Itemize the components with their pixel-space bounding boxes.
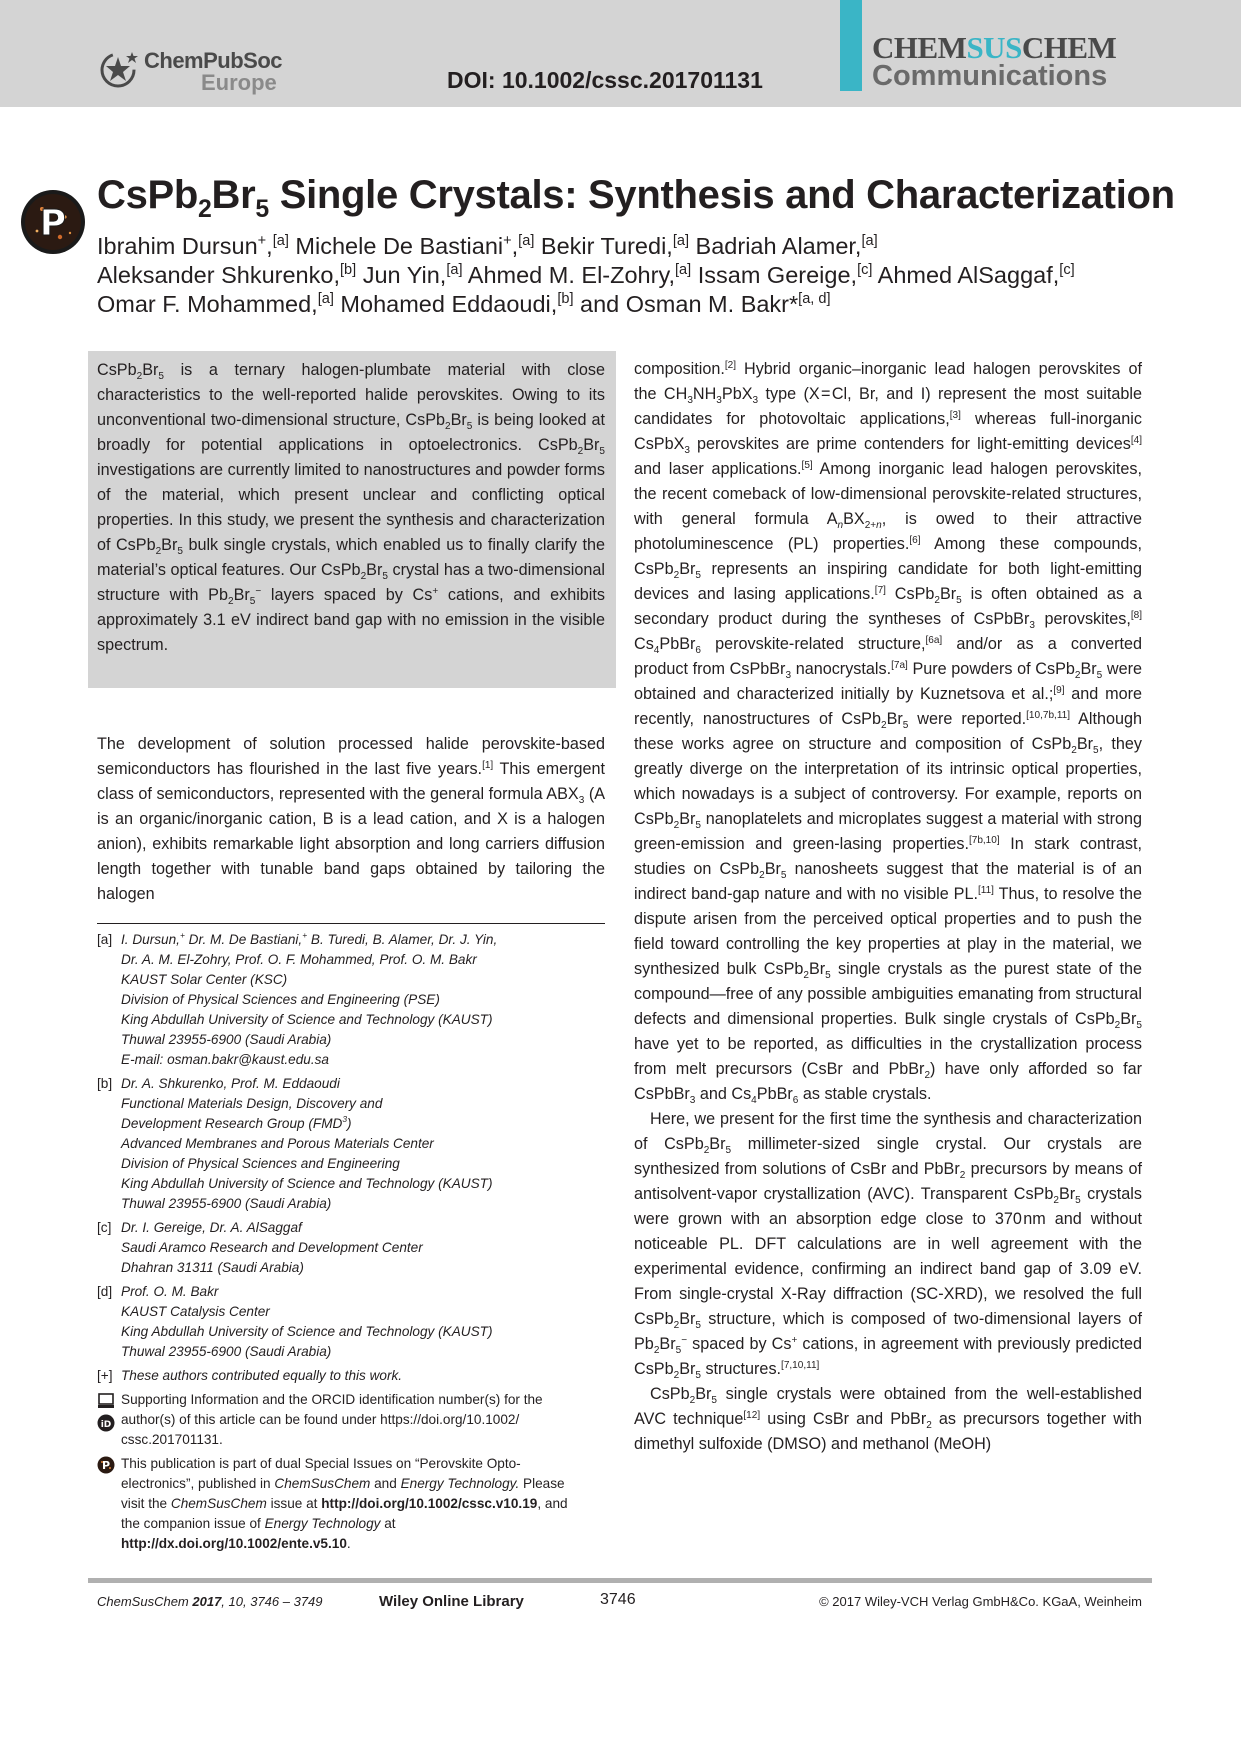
note-line: author(s) of this article can be found under https://doi.org/10.1002/ [121, 1412, 520, 1427]
affiliation-line: King Abdullah University of Science and Technology (KAUST) [121, 1324, 493, 1339]
special-issue-small-icon [97, 1456, 115, 1474]
footnote-divider [97, 923, 605, 924]
supporting-info-text [121, 1390, 605, 1450]
affiliation-line: Dhahran 31311 (Saudi Arabia) [121, 1260, 304, 1275]
body-paragraph: $CsPb_2Br_5$ single crystals were obtained from the well-established AVC technique[12] using CsBr and PbBr$_2$ as precursors together with dimethyl sulfoxide (DMSO) and methanol (MeOH) [634, 1385, 1142, 1453]
orcid-icon [97, 1414, 115, 1432]
note-line: Supporting Information and the ORCID identification number(s) for the [121, 1392, 543, 1407]
footer-copyright: © 2017 Wiley-VCH Verlag GmbH&Co. KGaA, Weinheim [819, 1594, 1142, 1609]
affiliation-lines [121, 1366, 605, 1386]
affiliation-line: Saudi Aramco Research and Development Center [121, 1240, 423, 1255]
affiliation-line: KAUST Catalysis Center [121, 1304, 270, 1319]
note-line: electronics”, published in ChemSusChem and Energy Technology. Please [121, 1476, 565, 1491]
affiliation-line: Thuwal 23955-6900 (Saudi Arabia) [121, 1344, 332, 1359]
footer-divider [88, 1578, 1152, 1583]
affiliation-tag: [c] [97, 1220, 112, 1235]
footnotes [97, 930, 605, 1558]
note-line: visit the ChemSusChem issue at http://doi.org/10.1002/cssc.v10.19, and [121, 1496, 568, 1511]
affiliation-lines [121, 1282, 605, 1362]
affiliation-tag: [a] [97, 932, 113, 947]
article-title: $CsPb_2Br_5$ Single Crystals: Synthesis and Characterization [97, 173, 1175, 223]
body-paragraph: composition.[2] Hybrid organic–inorganic lead halogen perovskites of the $CH_3NH_3PbX_3$ type (X = Cl, Br, and I) represent the most suitable candidates for photovoltaic applications,[3] whereas full-inorganic CsPbX$_3$ perovskites are prime contenders for light-emitting devices[4] and laser applications.[5] Among inorganic lead halogen perovskites, the recent comeback of low-dimensional perovskite-related structures, with general formula $A_nBX_{2+n}$, is owed to their attractive photoluminescence (PL) properties.[6] Among these compounds, $CsPb_2Br_5$ represents an inspiring candidate for both light-emitting devices and lasing applications.[7] $CsPb_2Br_5$ is often obtained as a secondary product during the syntheses of CsPbBr$_3$ perovskites,[8] $Cs_4PbBr_6$ perovskite-related structure,[6a] and/or as a converted product from CsPbBr$_3$ nanocrystals.[7a] Pure powders of $CsPb_2Br_5$ were obtained and characterized initially by Kuznetsova et al.;[9] and more recently, nanostructures of $CsPb_2Br_5$ were reported.[10,7b,11] Although these works agree on structure and composition of $CsPb_2Br_5$, they greatly diverge on the interpretation of its intrinsic optical properties, which nowadays is a subject of controversy. For example, reports on $CsPb_2Br_5$ nanoplatelets and microplates suggest a material with strong green-emission and green-lasing properties.[7b,10] In stark contrast, studies on $CsPb_2Br_5$ nanosheets suggest that the material is of an indirect band-gap nature and with no visible PL.[11] Thus, to resolve the dispute arisen from the perceived optical properties and to push the field toward controlling the key properties at play in the material, we synthesized bulk $CsPb_2Br_5$ single crystals as the purest state of the compound—free of any possible ambiguities emanating from structural defects and dimensional properties. Bulk single crystals of $CsPb_2Br_5$ have yet to be reported, as difficulties in the crystallization process from melt precursors (CsBr and PbBr$_2$) have only afforded so far CsPbBr$_3$ and $Cs_4PbBr_6$ as stable crystals. [634, 359, 1143, 1107]
note-line: This publication is part of dual Special Issues on “Perovskite Opto- [121, 1456, 521, 1471]
affiliation-list [97, 930, 605, 1386]
svg-text:iD: iD [100, 1420, 112, 1430]
special-issue-note [97, 1454, 605, 1554]
page-number: 3746 [600, 1591, 636, 1608]
affiliation-lines [121, 1218, 605, 1278]
logo-name: ChemPubSoc [144, 48, 283, 73]
affiliation-item [97, 1074, 605, 1214]
body-text-left: The development of solution processed halide perovskite-based semiconductors has flourished in the last five years.[1] This emergent class of semiconductors, represented with the general formula $ABX_3$ (A is an organic/inorganic cation, B is a lead cation, and X is a halogen anion), exhibits remarkable light absorption and long carriers diffusion length together with tunable band gaps obtained by tailoring the halogen [97, 735, 606, 903]
note-line: cssc.201701131. [121, 1432, 223, 1447]
affiliation-item [97, 1282, 605, 1362]
body-paragraph: Here, we present for the first time the synthesis and characterization of $CsPb_2Br_5$ millimeter-sized single crystal. Our crystals are synthesized from solutions of CsBr and PbBr$_2$ precursors by means of antisolvent-vapor crystallization (AVC). Transparent $CsPb_2Br_5$ crystals were grown with an absorption edge close to 370 nm and without noticeable PL. DFT calculations are in well agreement with the experimental evidence, confirming an indirect band gap of 3.09 eV. From single-crystal X-Ray diffraction (SC-XRD), we resolved the full $CsPb_2Br_5$ structure, which is composed of two-dimensional layers of $Pb_2Br_5^-$ spaced by Cs+ cations, in agreement with previously predicted $CsPb_2Br_5$ structures.[7,10,11] [634, 1110, 1143, 1382]
author-line: Omar F. Mohammed,[a] Mohamed Eddaoudi,[b] and Osman M. Bakr*[a, d] [97, 291, 831, 317]
svg-text:P: P [101, 1459, 111, 1472]
svg-text:P: P [39, 203, 67, 244]
affiliation-line: Division of Physical Sciences and Engineering [121, 1156, 400, 1171]
affiliation-line: King Abdullah University of Science and Technology (KAUST) [121, 1012, 493, 1027]
affiliation-line: Advanced Membranes and Porous Materials Center [121, 1136, 434, 1151]
author-line: Ibrahim Dursun+,[a] Michele De Bastiani+,[a] Bekir Turedi,[a] Badriah Alamer,[a] [97, 233, 878, 259]
affiliation-tag: [b] [97, 1076, 113, 1091]
note-line: http://dx.doi.org/10.1002/ente.v5.10. [121, 1536, 351, 1551]
affiliation-item [97, 1366, 605, 1386]
author-list [97, 232, 1207, 319]
supporting-info-computer-icon [97, 1392, 115, 1410]
affiliation-line: Division of Physical Sciences and Engineering (PSE) [121, 992, 440, 1007]
affiliation-line: E-mail: osman.bakr@kaust.edu.sa [121, 1052, 329, 1067]
abstract: $CsPb_2Br_5$ is a ternary halogen-plumbate material with close characteristics to the well-reported halide perovskites. Owing to its unconventional two-dimensional structure, $CsPb_2Br_5$ is being looked at broadly for potential applications in optoelectronics. $CsPb_2Br_5$ investigations are currently limited to nanostructures and powder forms of the material, which present unclear and conflicting optical properties. In this study, we present the synthesis and characterization of $CsPb_2Br_5$ bulk single crystals, which enabled us to finally clarify the material’s optical features. Our $CsPb_2Br_5$ crystal has a two-dimensional structure with $Pb_2Br_5^-$ layers spaced by Cs+ cations, and exhibits approximately 3.1 eV indirect band gap with no emission in the visible spectrum. [97, 361, 606, 654]
journal-name-pre: CHEM [872, 30, 967, 65]
affiliation-line: I. Dursun,+ Dr. M. De Bastiani,+ B. Turedi, B. Alamer, Dr. J. Yin, [121, 930, 498, 947]
special-issue-text [121, 1454, 605, 1554]
footer-citation: ChemSusChem 2017, 10, 3746 – 3749 [97, 1594, 323, 1609]
affiliation-lines [121, 1074, 605, 1214]
affiliation-line: Dr. I. Gereige, Dr. A. AlSaggaf [121, 1220, 302, 1235]
page-header [0, 0, 1241, 107]
affiliation-line: Development Research Group (FMD$^3$) [121, 1114, 352, 1131]
special-issue-badge-icon [20, 189, 86, 255]
supporting-info-note [97, 1390, 605, 1450]
affiliation-lines [121, 930, 605, 1070]
affiliation-line: Prof. O. M. Bakr [121, 1284, 219, 1299]
logo-sub: Europe [201, 70, 277, 95]
chempubsoc-star-icon [98, 48, 140, 90]
affiliation-line: Functional Materials Design, Discovery and [121, 1096, 383, 1111]
affiliation-line: These authors contributed equally to this work. [121, 1368, 403, 1383]
section-label: Communications [872, 60, 1108, 92]
affiliation-line: Thuwal 23955-6900 (Saudi Arabia) [121, 1196, 332, 1211]
author-line: Aleksander Shkurenko,[b] Jun Yin,[a] Ahmed M. El-Zohry,[a] Issam Gereige,[c] Ahmed AlSaggaf,[c] [97, 262, 1075, 288]
note-line: the companion issue of Energy Technology at [121, 1516, 396, 1531]
affiliation-tag: [+] [97, 1368, 113, 1383]
doi: DOI: 10.1002/cssc.201701131 [447, 67, 763, 93]
wiley-online-library-link[interactable]: Wiley Online Library [379, 1593, 524, 1610]
affiliation-line: Dr. A. M. El-Zohry, Prof. O. F. Mohammed, Prof. O. M. Bakr [121, 952, 477, 967]
body-text-right [634, 357, 1142, 1457]
accent-bar [840, 0, 862, 91]
affiliation-line: Dr. A. Shkurenko, Prof. M. Eddaoudi [121, 1076, 340, 1091]
journal-name-accent: SUS [966, 30, 1022, 65]
chempubsoc-logo [98, 46, 288, 96]
affiliation-line: King Abdullah University of Science and Technology (KAUST) [121, 1176, 493, 1191]
affiliation-item [97, 1218, 605, 1278]
affiliation-line: KAUST Solar Center (KSC) [121, 972, 288, 987]
journal-name-post: CHEM [1021, 30, 1117, 65]
affiliation-tag: [d] [97, 1284, 113, 1299]
affiliation-item [97, 930, 605, 1070]
affiliation-line: Thuwal 23955-6900 (Saudi Arabia) [121, 1032, 332, 1047]
